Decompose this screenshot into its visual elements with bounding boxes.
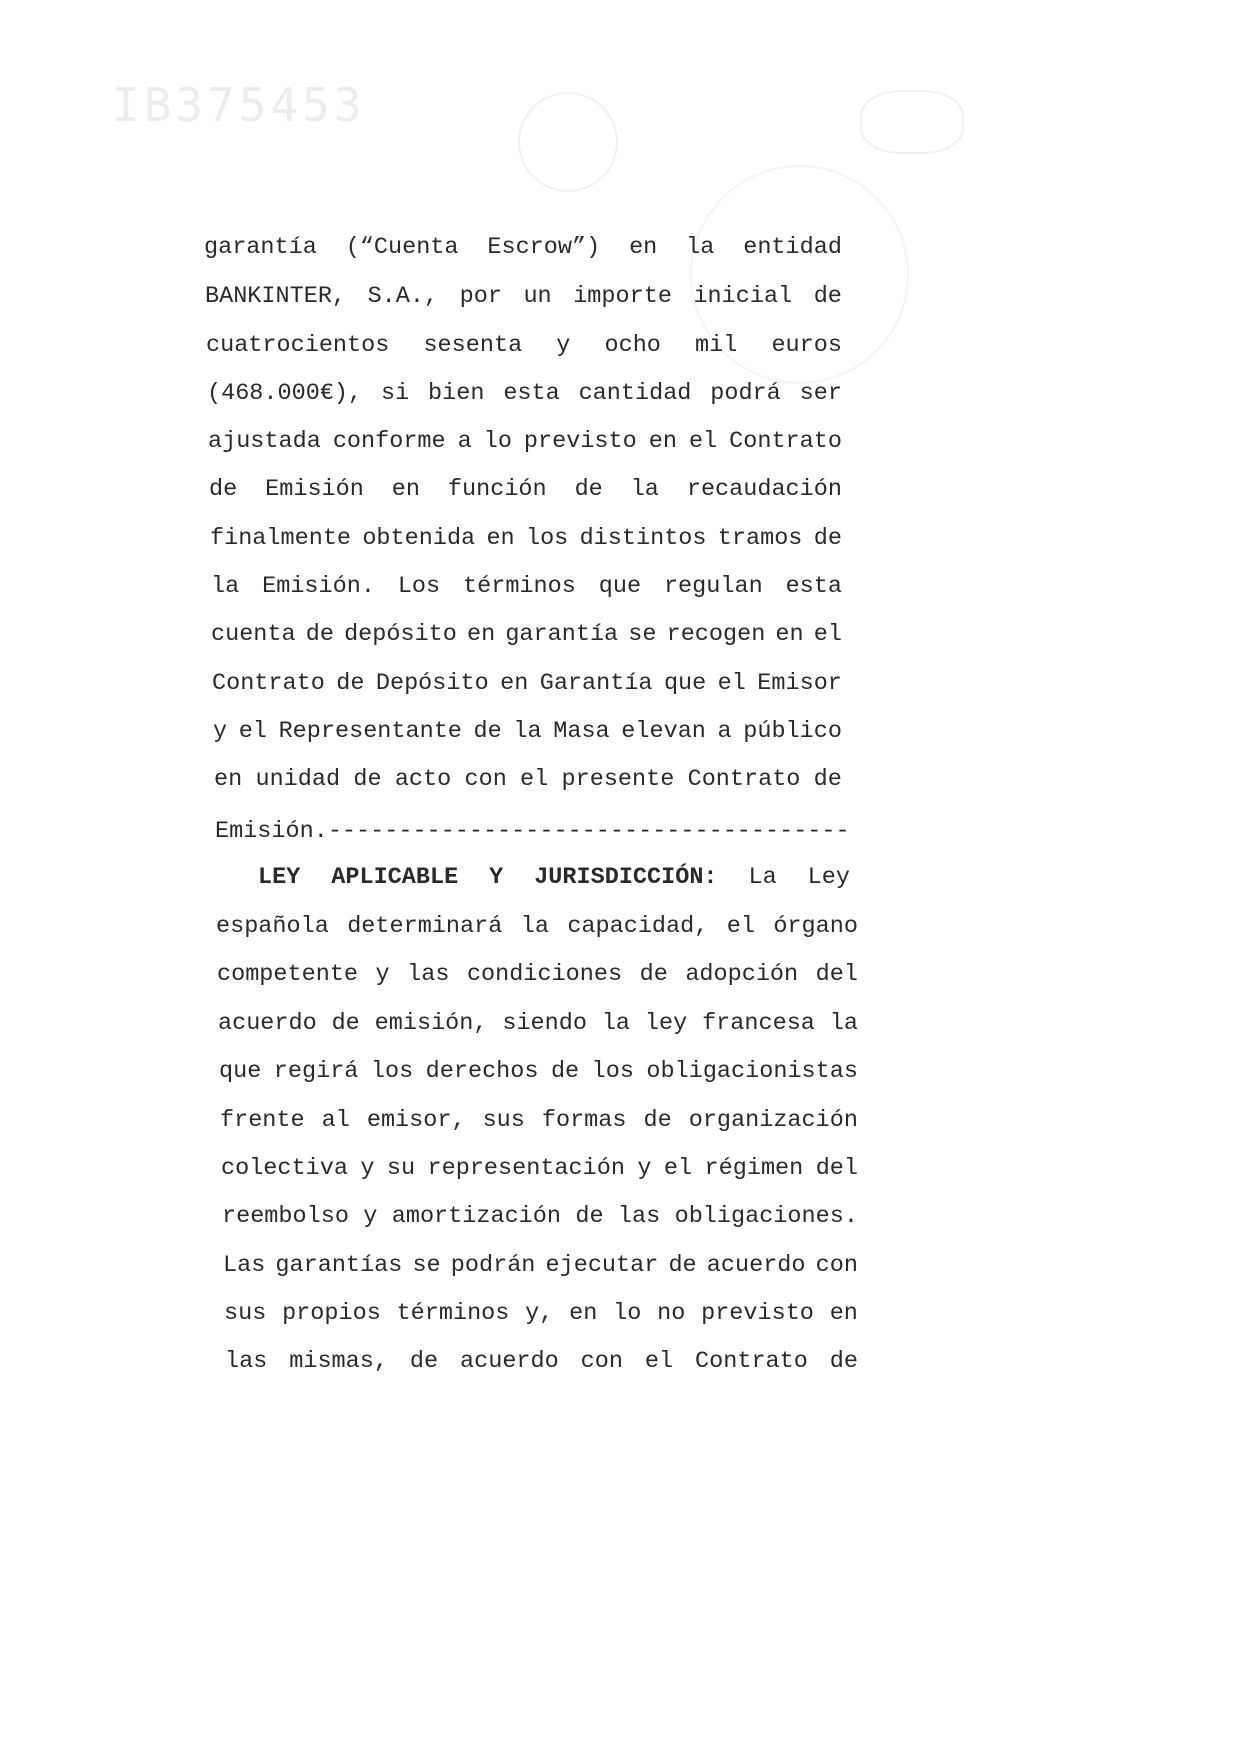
text-word: el	[726, 913, 755, 940]
text-word: de	[813, 766, 842, 793]
text-word: el	[688, 428, 718, 455]
text-word: los	[591, 1058, 634, 1085]
text-word: JURISDICCIÓN:	[534, 864, 718, 891]
text-word: la	[630, 476, 659, 503]
text-word: acuerdo	[706, 1252, 806, 1279]
text-word: euros	[771, 332, 842, 359]
text-word: se	[412, 1252, 441, 1279]
paragraph-2-line	[219, 1052, 858, 1092]
text-word: y	[360, 1155, 375, 1182]
text-word: previsto	[523, 428, 637, 455]
paragraph-1-last-line	[215, 812, 855, 852]
text-word: con	[815, 1252, 858, 1279]
text-word: en	[775, 621, 804, 648]
dash-filler: -------------------------------------	[327, 818, 850, 845]
notary-seal-top-right	[860, 90, 964, 154]
text-word: Las	[223, 1252, 266, 1279]
text-word: en	[829, 1300, 858, 1327]
text-word: órgano	[773, 913, 858, 940]
text-word: un	[523, 283, 552, 310]
paragraph-1-line	[211, 567, 842, 607]
text-word: conforme	[332, 428, 446, 455]
text-word: siendo	[502, 1010, 587, 1037]
notary-seal-small	[518, 92, 618, 192]
text-word: esta	[503, 380, 560, 407]
text-word: el	[238, 718, 267, 745]
text-word: términos	[463, 573, 576, 600]
text-word: garantía	[505, 621, 619, 648]
text-word: organización	[688, 1107, 858, 1134]
text-word: y	[375, 961, 390, 988]
text-word: sus	[482, 1107, 525, 1134]
text-word: del	[815, 961, 858, 988]
text-word: (468.000€),	[207, 380, 363, 407]
text-word: público	[743, 718, 842, 745]
text-word: Contrato	[687, 766, 801, 793]
text-word: por	[459, 283, 502, 310]
text-word: y	[556, 332, 571, 359]
text-word: y	[363, 1203, 378, 1230]
text-word: finalmente	[210, 525, 352, 552]
text-word: Emisión.	[262, 573, 375, 600]
text-word: términos	[396, 1300, 510, 1327]
text-word: de	[550, 1058, 580, 1085]
text-word: con	[580, 1348, 623, 1375]
text-word: recaudación	[686, 476, 842, 503]
text-word: obligacionistas	[646, 1058, 858, 1085]
text-word: lo	[483, 428, 512, 455]
text-word: Contrato	[212, 670, 325, 697]
text-word: de	[473, 718, 502, 745]
paragraph-2-line	[221, 1149, 858, 1189]
text-word: tramos	[717, 525, 803, 552]
text-word: de	[813, 525, 842, 552]
text-word: condiciones	[466, 961, 623, 988]
text-word: Garantía	[539, 670, 653, 697]
text-word: ser	[799, 380, 842, 407]
text-word: emisión,	[374, 1010, 488, 1037]
text-word: el	[717, 670, 746, 697]
text-word: al	[321, 1107, 350, 1134]
text-word: y,	[525, 1300, 554, 1327]
paragraph-1-line	[207, 374, 842, 414]
text-word: cuatrocientos	[206, 332, 390, 359]
text-word: acuerdo	[460, 1348, 559, 1375]
text-word: que	[663, 670, 707, 697]
text-word: mismas,	[289, 1348, 388, 1375]
text-word: cantidad	[578, 380, 692, 407]
text-word: obtenida	[362, 525, 476, 552]
text-word: a	[717, 718, 732, 745]
text-word: amortización	[391, 1203, 561, 1230]
text-word: el	[520, 766, 549, 793]
text-word: inicial	[693, 283, 793, 310]
text-word: las	[617, 1203, 661, 1230]
text-word: regulan	[663, 573, 763, 600]
text-word: APLICABLE	[331, 864, 459, 891]
text-word: en	[391, 476, 420, 503]
text-word: las	[225, 1348, 268, 1375]
paragraph-1-line	[204, 228, 842, 268]
paragraph-2-line	[218, 1004, 858, 1044]
text-word: ejecutar	[545, 1252, 659, 1279]
text-word: garantías	[275, 1252, 403, 1279]
text-word: con	[464, 766, 507, 793]
text-word: y	[637, 1155, 652, 1182]
text-word: lo	[613, 1300, 642, 1327]
text-word: los	[525, 525, 569, 552]
text-word: del	[815, 1155, 858, 1182]
text-word: de	[643, 1107, 672, 1134]
text-word: su	[386, 1155, 416, 1182]
text-word: representación	[427, 1155, 625, 1182]
text-word: garantía	[204, 234, 317, 261]
text-word: distintos	[579, 525, 707, 552]
paragraph-1-line	[213, 712, 842, 752]
text-word: de	[668, 1252, 697, 1279]
text-word: española	[216, 913, 329, 940]
text-word: Emisor	[757, 670, 842, 697]
text-word: emisor,	[366, 1107, 466, 1134]
text-word: que	[598, 573, 642, 600]
text-word: La	[748, 864, 777, 891]
text-word: elevan	[621, 718, 706, 745]
text-word: de	[331, 1010, 360, 1037]
text-word: reembolso	[222, 1203, 349, 1230]
text-word: la	[829, 1010, 858, 1037]
text-word: Ley	[807, 864, 850, 891]
text-word: de	[574, 476, 603, 503]
text-word: el	[813, 621, 842, 648]
paragraph-1-line	[206, 326, 842, 366]
text-word: ocho	[604, 332, 661, 359]
text-word: sesenta	[423, 332, 523, 359]
text-word: de	[305, 621, 334, 648]
text-word: cuenta	[211, 621, 296, 648]
paragraph-2-line	[225, 1342, 858, 1382]
text-word: competente	[217, 961, 359, 988]
text-word: si	[380, 380, 410, 407]
text-word: propios	[282, 1300, 381, 1327]
text-word: Y	[489, 864, 504, 891]
text-word: frente	[220, 1107, 305, 1134]
text-word: la	[686, 234, 715, 261]
text-word: Emisión	[265, 476, 364, 503]
text-word: importe	[573, 283, 672, 310]
paragraph-1-line	[211, 615, 842, 655]
paragraph-2-line	[216, 907, 858, 947]
text-word: unidad	[255, 766, 341, 793]
text-word: de	[813, 283, 842, 310]
paragraph-2-line	[217, 955, 858, 995]
paragraph-1-line	[208, 422, 842, 462]
text-word: depósito	[344, 621, 457, 648]
text-word: acto	[394, 766, 452, 793]
text-word: BANKINTER,	[205, 283, 347, 310]
paragraph-1-line	[209, 470, 842, 510]
text-word: capacidad,	[567, 913, 709, 940]
text-word: Escrow”)	[487, 234, 601, 261]
text-word: previsto	[701, 1300, 814, 1327]
text-word: a	[457, 428, 472, 455]
text-word: de	[575, 1203, 604, 1230]
text-word: en	[629, 234, 658, 261]
text-word: esta	[785, 573, 842, 600]
text-word: recogen	[666, 621, 766, 648]
text-word: Contrato	[695, 1348, 808, 1375]
text-word: regirá	[273, 1058, 359, 1085]
text-word: en	[648, 428, 677, 455]
paragraph-1-line	[205, 277, 842, 317]
text-word: de	[336, 670, 365, 697]
text-word: adopción	[685, 961, 799, 988]
paragraph-2-line	[220, 1101, 858, 1141]
paragraph-1-line	[210, 519, 842, 559]
text-word: se	[628, 621, 657, 648]
text-word: Los	[397, 573, 441, 600]
text-word: sus	[224, 1300, 267, 1327]
text-word: Emisión.	[215, 818, 328, 845]
text-word: formas	[541, 1107, 627, 1134]
paragraph-1-line	[214, 760, 842, 800]
text-word: de	[409, 1348, 439, 1375]
paragraph-2-line	[222, 1197, 858, 1237]
text-word: en	[500, 670, 529, 697]
text-word: en	[569, 1300, 598, 1327]
text-word: LEY	[258, 864, 301, 891]
text-word: bien	[428, 380, 485, 407]
text-word: determinará	[347, 913, 503, 940]
text-word: Masa	[553, 718, 610, 745]
text-word: de	[209, 476, 238, 503]
text-word: francesa	[702, 1010, 815, 1037]
text-word: función	[447, 476, 547, 503]
section-heading-line	[258, 858, 850, 898]
text-word: la	[513, 718, 542, 745]
text-word: Depósito	[375, 670, 489, 697]
text-word: no	[657, 1300, 686, 1327]
paragraph-2-line	[224, 1294, 858, 1334]
text-word: Representante	[278, 718, 462, 745]
text-word: acuerdo	[218, 1010, 317, 1037]
text-word: de	[353, 766, 382, 793]
text-word: mil	[695, 332, 738, 359]
text-word: en	[467, 621, 496, 648]
text-word: en	[486, 525, 515, 552]
text-word: ajustada	[208, 428, 321, 455]
text-word: podrá	[710, 380, 781, 407]
text-word: de	[639, 961, 668, 988]
text-word: que	[219, 1058, 262, 1085]
text-word: presente	[561, 766, 675, 793]
text-word: la	[601, 1010, 631, 1037]
text-word: entidad	[743, 234, 842, 261]
text-word: ley	[644, 1010, 688, 1037]
stamped-document-number: IB375453	[112, 78, 366, 132]
text-word: la	[211, 573, 240, 600]
text-word: obligaciones.	[674, 1203, 858, 1230]
text-word: el	[644, 1348, 674, 1375]
text-word: la	[520, 913, 549, 940]
text-word: S.A.,	[367, 283, 439, 310]
text-word: régimen	[704, 1155, 804, 1182]
text-word: el	[663, 1155, 693, 1182]
paragraph-2-line	[223, 1246, 858, 1286]
paragraph-1-line	[212, 664, 842, 704]
text-word: podrán	[450, 1252, 536, 1279]
text-word: los	[370, 1058, 414, 1085]
text-word: Contrato	[729, 428, 842, 455]
text-word: de	[829, 1348, 858, 1375]
text-word: (“Cuenta	[345, 234, 459, 261]
text-word: las	[407, 961, 450, 988]
text-word: derechos	[425, 1058, 539, 1085]
text-word: en	[214, 766, 243, 793]
text-word: y	[213, 718, 228, 745]
text-word: colectiva	[221, 1155, 348, 1182]
